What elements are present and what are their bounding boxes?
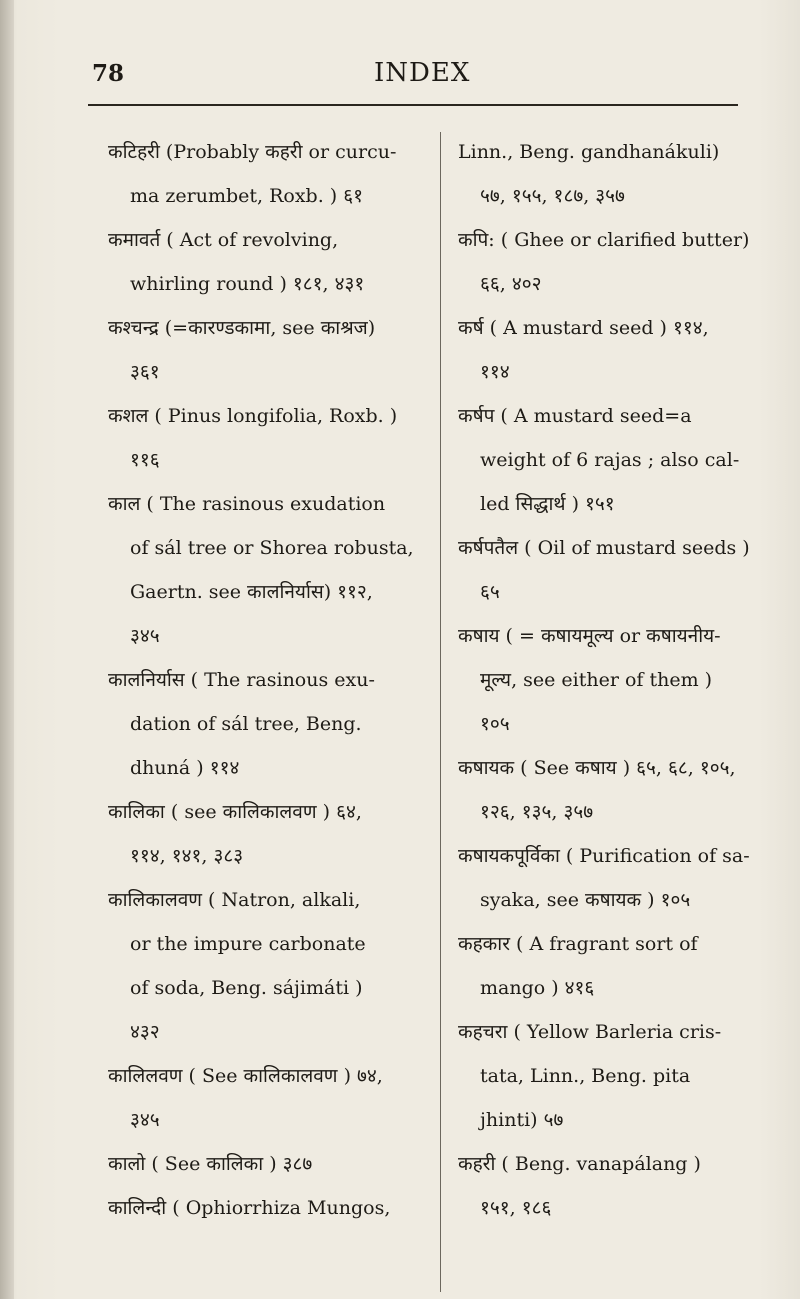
entry-continuation-line: ६५ xyxy=(480,581,500,603)
entry-continuation-line: dhuná ) ११४ xyxy=(130,757,240,779)
entry-continuation-line: Gaertn. see कालनिर्यास) ११२, xyxy=(130,581,373,603)
entry-continuation-line: of sál tree or Shorea robusta, xyxy=(130,537,414,559)
entry-continuation-line: dation of sál tree, Beng. xyxy=(130,713,362,735)
index-entry xyxy=(108,790,434,878)
entry-headword-line: कश्चन्द्र (=कारण्डकामा, see काश्रज) xyxy=(108,317,376,339)
index-entry xyxy=(458,394,758,526)
page-number: 78 xyxy=(92,60,125,87)
entry-headword-line: कपि: ( Ghee or clarified butter) xyxy=(458,229,750,251)
entry-headword-line: कर्ष ( A mustard seed ) ११४, xyxy=(458,317,709,339)
entry-headword-line: कमावर्त ( Act of revolving, xyxy=(108,229,339,251)
right-column xyxy=(458,130,758,1230)
entry-continuation-line: syaka, see कषायक ) १०५ xyxy=(480,889,691,911)
index-entry xyxy=(108,1186,434,1230)
index-entry xyxy=(108,1054,434,1142)
index-entry xyxy=(458,306,758,394)
entry-headword-line: कहचरा ( Yellow Barleria cris- xyxy=(458,1021,722,1043)
entry-continuation-line: १२६, १३५, ३५७ xyxy=(480,801,594,823)
index-entry xyxy=(458,1142,758,1230)
entry-headword-line: कहरी ( Beng. vanapálang ) xyxy=(458,1153,701,1175)
index-entry xyxy=(108,130,434,218)
entry-continuation-line: मूल्य, see either of them ) xyxy=(480,669,713,691)
entry-headword-line: कर्षपतैल ( Oil of mustard seeds ) xyxy=(458,537,750,559)
entry-continuation-line: tata, Linn., Beng. pita xyxy=(480,1065,691,1087)
index-entry xyxy=(108,394,434,482)
index-entry xyxy=(458,218,758,306)
entry-headword-line: कहकार ( A fragrant sort of xyxy=(458,933,698,955)
index-entry xyxy=(108,482,434,658)
entry-continuation-line: ४३२ xyxy=(130,1021,160,1043)
entry-continuation-line: ३४५ xyxy=(130,1109,160,1131)
entry-headword-line: कालनिर्यास ( The rasinous exu- xyxy=(108,669,375,691)
entry-headword-line: काल ( The rasinous exudation xyxy=(108,493,386,515)
entry-continuation-line: mango ) ४१६ xyxy=(480,977,595,999)
page-binding-edge xyxy=(0,0,14,1299)
index-entry xyxy=(458,834,758,922)
index-entry xyxy=(458,130,758,218)
index-entry xyxy=(458,746,758,834)
entry-headword-line: कर्षप ( A mustard seed=a xyxy=(458,405,692,427)
header-rule xyxy=(88,104,738,106)
entry-headword-line: कालिका ( see कालिकालवण ) ६४, xyxy=(108,801,362,823)
left-column xyxy=(108,130,434,1230)
entry-continuation-line: led सिद्धार्थ ) १५१ xyxy=(480,493,615,515)
entry-continuation-line: ११६ xyxy=(130,449,160,471)
index-entry xyxy=(108,658,434,790)
entry-continuation-line: ११४ xyxy=(480,361,510,383)
entry-headword-line: कालिन्दी ( Ophiorrhiza Mungos, xyxy=(108,1197,391,1219)
index-entry xyxy=(108,1142,434,1186)
index-entry xyxy=(108,218,434,306)
entry-continuation-line: whirling round ) १८१, ४३१ xyxy=(130,273,365,295)
page-heading: INDEX xyxy=(374,58,471,88)
entry-continuation-line: ११४, १४१, ३८३ xyxy=(130,845,244,867)
entry-continuation-line: ma zerumbet, Roxb. ) ६१ xyxy=(130,185,364,207)
entry-continuation-line: १५१, १८६ xyxy=(480,1197,552,1219)
entry-continuation-line: १०५ xyxy=(480,713,510,735)
entry-continuation-line: jhinti) ५७ xyxy=(480,1109,564,1131)
entry-headword-line: कषायक ( See कषाय ) ६५, ६८, १०५, xyxy=(458,757,736,779)
entry-headword-line: कषायकपूर्विका ( Purification of sa- xyxy=(458,845,750,867)
entry-continuation-line: of soda, Beng. sájimáti ) xyxy=(130,977,363,999)
entry-continuation-line: ५७, १५५, १८७, ३५७ xyxy=(480,185,625,207)
entry-continuation-line: ३६१ xyxy=(130,361,160,383)
entry-headword-line: कालिलवण ( See कालिकालवण ) ७४, xyxy=(108,1065,383,1087)
entry-headword-line: Linn., Beng. gandhanákuli) xyxy=(458,141,720,163)
entry-continuation-line: ३४५ xyxy=(130,625,160,647)
index-entry xyxy=(458,1010,758,1142)
column-divider xyxy=(440,132,441,1292)
entry-headword-line: कषाय ( = कषायमूल्य or कषायनीय- xyxy=(458,625,721,647)
entry-headword-line: कटिहरी (Probably कहरी or curcu- xyxy=(108,141,397,163)
entry-continuation-line: weight of 6 rajas ; also cal- xyxy=(480,449,740,471)
entry-continuation-line: or the impure carbonate xyxy=(130,933,366,955)
entry-headword-line: कालिकालवण ( Natron, alkali, xyxy=(108,889,361,911)
entry-headword-line: कालो ( See कालिका ) ३८७ xyxy=(108,1153,313,1175)
entry-continuation-line: ६६, ४०२ xyxy=(480,273,542,295)
index-entry xyxy=(458,922,758,1010)
entry-headword-line: कशल ( Pinus longifolia, Roxb. ) xyxy=(108,405,398,427)
index-entry xyxy=(458,526,758,614)
index-entry xyxy=(108,878,434,1054)
index-entry xyxy=(458,614,758,746)
index-entry xyxy=(108,306,434,394)
